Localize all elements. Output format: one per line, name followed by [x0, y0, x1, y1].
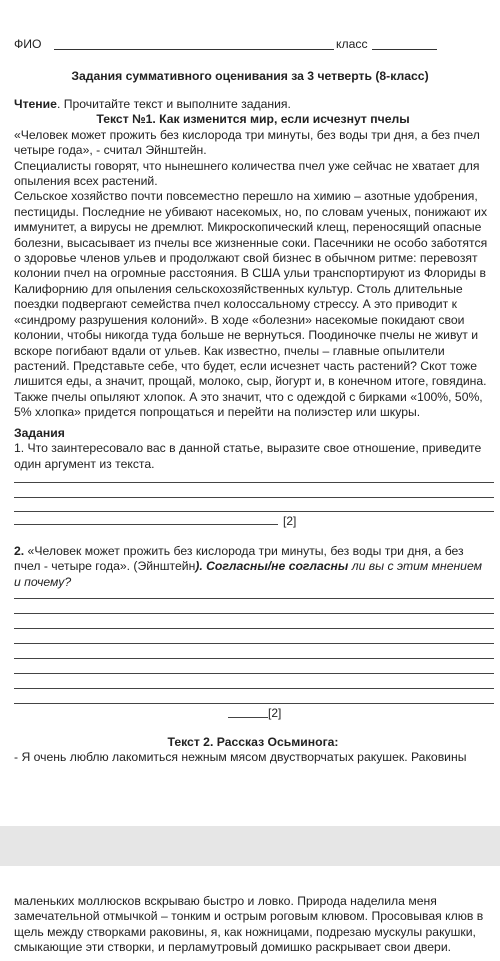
text2-section [14, 735, 492, 766]
question-1-score: [2] [283, 514, 297, 528]
fio-label: ФИО [14, 37, 42, 51]
instruction-text: . Прочитайте текст и выполните задания. [56, 97, 291, 111]
question-2 [14, 544, 492, 590]
reading-instruction [14, 97, 492, 112]
question-2-agree: ). Согласны/не согласны [195, 559, 349, 574]
answer-line-7[interactable] [14, 628, 494, 629]
answer-line-3[interactable] [14, 511, 494, 512]
answer-line-12[interactable] [14, 703, 494, 704]
answer-line-4[interactable] [14, 524, 278, 525]
answer-line-6[interactable] [14, 613, 494, 614]
page-2 [0, 866, 500, 961]
page-gap [0, 826, 500, 866]
reading-section [14, 97, 492, 421]
paragraph-specialists: Специалисты говорят, что нынешнего количества пчел уже сейчас не хватает для опыления всех растений. [14, 158, 480, 189]
fio-blank-line[interactable] [54, 49, 334, 50]
answer-line-11[interactable] [14, 688, 494, 689]
answer-line-10[interactable] [14, 673, 494, 674]
question-2-score: [2] [268, 706, 282, 720]
answer-line-5[interactable] [14, 598, 494, 599]
score-line[interactable] [228, 717, 268, 718]
reading-label: Чтение [14, 97, 57, 111]
class-label: класс [336, 37, 368, 51]
question-1: 1. Что заинтересовало вас в данной статье, выразите свое отношение, приведите один аргумент из текста. [14, 441, 482, 471]
paragraph-main: Сельское хозяйство почти повсеместно перешло на химию – азотные удобрения, пестициды. Последние не убивают насекомых, но, по словам ученых, понижают их иммунитет, а вирусы не дремлют. Микроскопический клещ, переносящий опасные болезни, высасывает из пчелы все жизненные соки. Пасечники не особо заботятся о здоровье членов ульев и продолжают свой бизнес в обычном ритме: перевозят колонии пчел на огромные расстояния. В США ульи транспортируют из Флориды в Калифорнию для опыления сельскохозяйственных культур. Столь длительные поездки подвергают семейства пчел колоссальному стрессу. А это приводит к «синдрому разрушения колоний». В ходе «болезни» насекомые покидают свои колонии, чтобы никогда туда больше не вернуться. Поодиночке пчелы не живут и вскоре погибают вдали от ульев. Как известно, пчелы – главные опылители растений. Представьте себе, что будет, если исчезнет часть растений? Скот тоже лишится еды, а значит, прощай, молоко, сыр, йогурт и, в конечном итоге, говядина. Также пчелы опыляют хлопок. А это значит, что с одеждой с бирками «100%, 50%, 5% хлопка» придется попрощаться и перейти на полиэстер или шкуры. [14, 189, 488, 420]
answer-line-1[interactable] [14, 482, 494, 483]
text1-title: Текст №1. Как изменится мир, если исчезнут пчелы [96, 112, 410, 127]
tasks-label: Задания [14, 426, 65, 440]
paragraph-quote: «Человек может прожить без кислорода три минуты, без воды три дня, а без пчел четыре года», - считал Эйнштейн. [14, 127, 480, 158]
class-blank-line[interactable] [372, 49, 437, 50]
answer-line-8[interactable] [14, 643, 494, 644]
text2-line1: - Я очень люблю лакомиться нежным мясом двустворчатых ракушек. Раковины [14, 750, 467, 765]
page-title: Задания суммативного оценивания за 3 четверть (8-класс) [71, 69, 429, 83]
text2-continued: маленьких моллюсков вскрываю быстро и ловко. Природа наделила меня замечательной отмычкой – тонким и острым роговым клювом. Просовывая клюв в щель между створками раковины, я, как ножницами, подрезаю мускулы ракушки, смыкающие эти створки, и перламутровый домишко раскрывает свои двери. [14, 894, 484, 955]
text2-title: Текст 2. Рассказ Осьминога: [167, 735, 339, 749]
tasks-section [14, 426, 492, 472]
question-2-number: 2. [14, 544, 25, 558]
answer-line-9[interactable] [14, 658, 494, 659]
question-2-why: ли вы с этим мнением и почему? [14, 559, 482, 589]
answer-line-2[interactable] [14, 497, 494, 498]
header-fields [14, 37, 434, 53]
question-2-quote: «Человек может прожить без кислорода три минуты, без воды три дня, а без пчел - четыре года». (Эйнштейн [14, 544, 464, 574]
